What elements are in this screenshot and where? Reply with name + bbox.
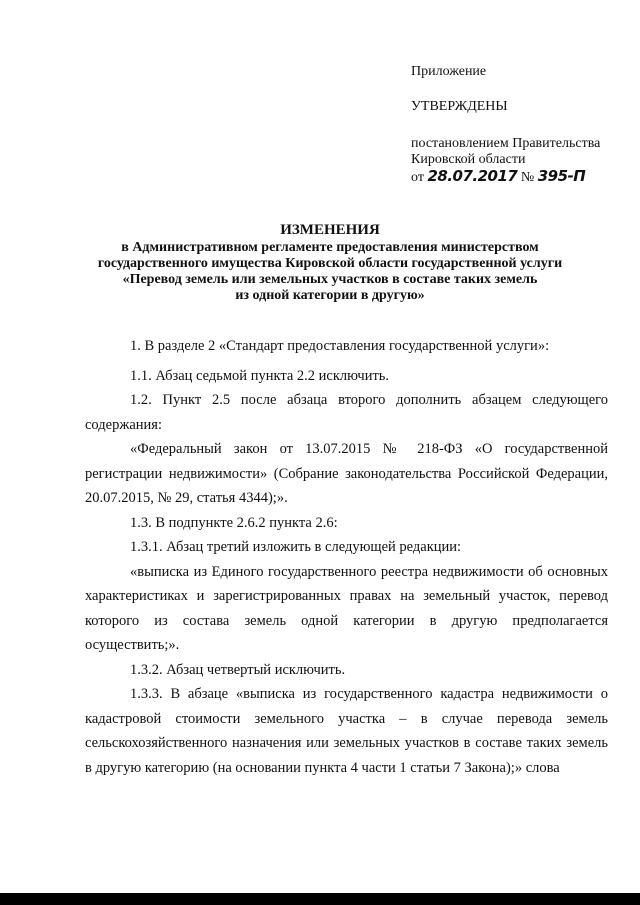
paragraph: 1.3.3. В абзаце «выписка из государственного кадастра недвижимости о кадастровой стоимости земельного участка – в случае перевода земель сельскохозяйственного назначения или земельных участков в составе таких земель в другую категорию (на основании пункта 4 части 1 статьи 7 Закона);» слова	[85, 686, 608, 776]
decree-line-2: Кировской области	[411, 152, 526, 167]
decree-line-1: постановлением Правительства	[411, 136, 601, 151]
appendix-label: Приложение	[411, 64, 487, 79]
document-title	[60, 222, 600, 304]
date-prefix: от	[411, 170, 424, 185]
paragraph: 1.3.1. Абзац третий изложить в следующей редакции:	[130, 539, 462, 555]
title-line-3: «Перевод земель или земельных участков в составе таких земель	[122, 272, 538, 287]
handwritten-number: 395-П	[537, 167, 586, 185]
document-body	[85, 334, 608, 780]
decree-date-line	[411, 168, 626, 186]
paragraph: «выписка из Единого государственного реестра недвижимости об основных характеристиках и зарегистрированных правах на земельный участок, перевод которого из состава земель одной категории в другую предполагается осуществить;».	[85, 563, 608, 653]
title-line-4: из одной категории в другую»	[235, 288, 425, 303]
title-line-1: в Административном регламенте предоставления министерством	[121, 240, 539, 255]
approval-block	[411, 64, 626, 186]
title-line-2: государственного имущества Кировской области государственной услуги	[97, 256, 563, 271]
paragraph: 1.1. Абзац седьмой пункта 2.2 исключить.	[130, 367, 390, 384]
paragraph: 1.2. Пункт 2.5 после абзаца второго дополнить абзацем следующего содержания:	[85, 392, 608, 433]
approved-label: УТВЕРЖДЕНЫ	[411, 99, 508, 114]
paragraph: 1. В разделе 2 «Стандарт предоставления государственной услуги»:	[130, 338, 550, 354]
title-main: ИЗМЕНЕНИЯ	[280, 222, 380, 238]
number-prefix: №	[520, 170, 535, 185]
paragraph: 1.3. В подпункте 2.6.2 пункта 2.6:	[130, 514, 338, 531]
scan-bottom-edge	[0, 893, 640, 905]
paragraph: «Федеральный закон от 13.07.2015 № 218-ФЗ «О государственной регистрации недвижимости» (Собрание законодательства Российской Федерации, 20.07.2015, № 29, статья 4344);».	[85, 441, 608, 506]
handwritten-date: 28.07.2017	[427, 167, 518, 185]
paragraph: 1.3.2. Абзац четвертый исключить.	[130, 661, 346, 678]
